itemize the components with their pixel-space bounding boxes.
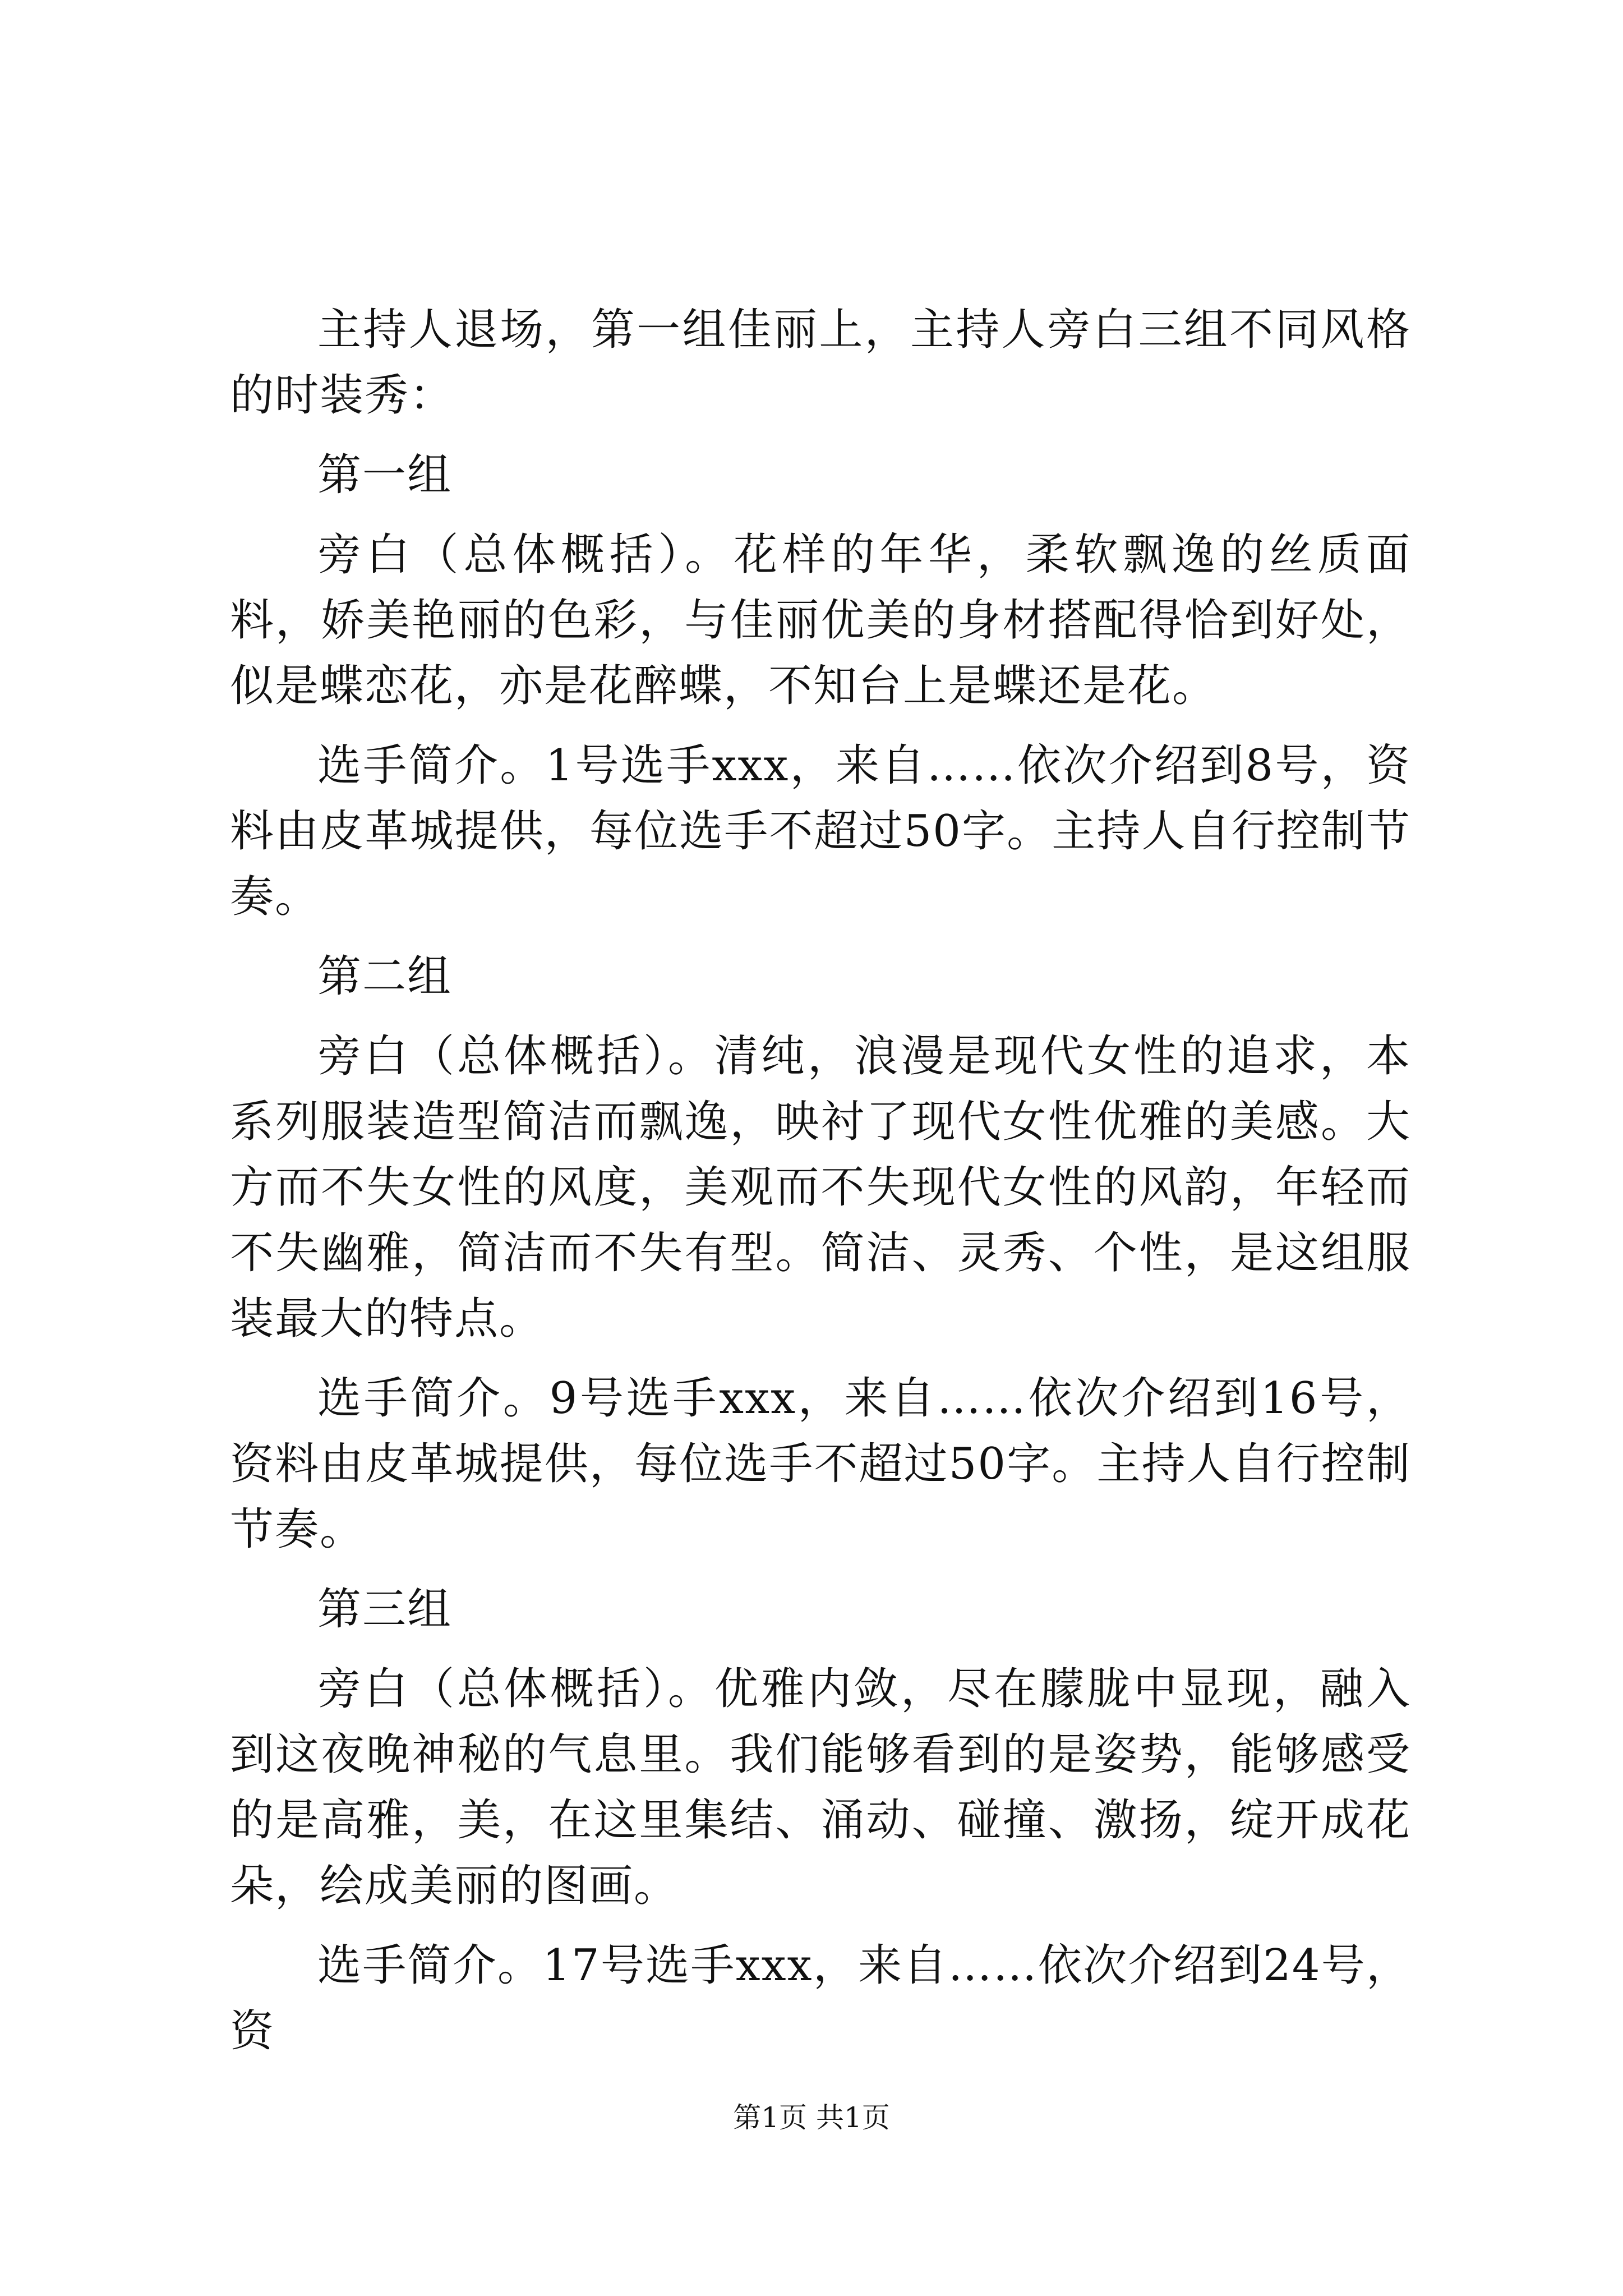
- paragraph-contestants-group-2: 选手简介。9号选手xxx，来自……依次介绍到16号，资料由皮革城提供，每位选手不超过50字。主持人自行控制节奏。: [230, 1373, 1411, 1555]
- paragraph-narration-group-2: 旁白（总体概括）。清纯，浪漫是现代女性的追求，本系列服装造型简洁而飘逸，映衬了现代女性优雅的美感。大方而不失女性的风度，美观而不失现代女性的风韵，年轻而不失幽雅，简洁而不失有型。简洁、灵秀、个性，是这组服装最大的特点。: [230, 1031, 1411, 1344]
- page-footer: 第1页 共1页: [733, 2101, 890, 2134]
- paragraph-contestants-group-1: 选手简介。1号选手xxx，来自……依次介绍到8号，资料由皮革城提供，每位选手不超过50字。主持人自行控制节奏。: [230, 740, 1411, 922]
- paragraph-contestants-group-3: 选手简介。17号选手xxx，来自……依次介绍到24号，资: [230, 1940, 1411, 2056]
- heading-group-1: 第一组: [317, 450, 453, 500]
- heading-group-3: 第三组: [317, 1584, 453, 1635]
- paragraph-narration-group-3: 旁白（总体概括）。优雅内敛，尽在朦胧中显现，融入到这夜晚神秘的气息里。我们能够看到的是姿势，能够感受的是高雅，美，在这里集结、涌动、碰撞、激扬，绽开成花朵，绘成美丽的图画。: [230, 1664, 1411, 1911]
- document-body: [230, 297, 1411, 2078]
- paragraph-narration-group-1: 旁白（总体概括）。花样的年华，柔软飘逸的丝质面料，娇美艳丽的色彩，与佳丽优美的身材搭配得恰到好处，似是蝶恋花，亦是花醉蝶，不知台上是蝶还是花。: [230, 530, 1411, 711]
- heading-group-2: 第二组: [317, 951, 453, 1002]
- paragraph-intro: 主持人退场，第一组佳丽上，主持人旁白三组不同风格的时装秀：: [230, 305, 1411, 421]
